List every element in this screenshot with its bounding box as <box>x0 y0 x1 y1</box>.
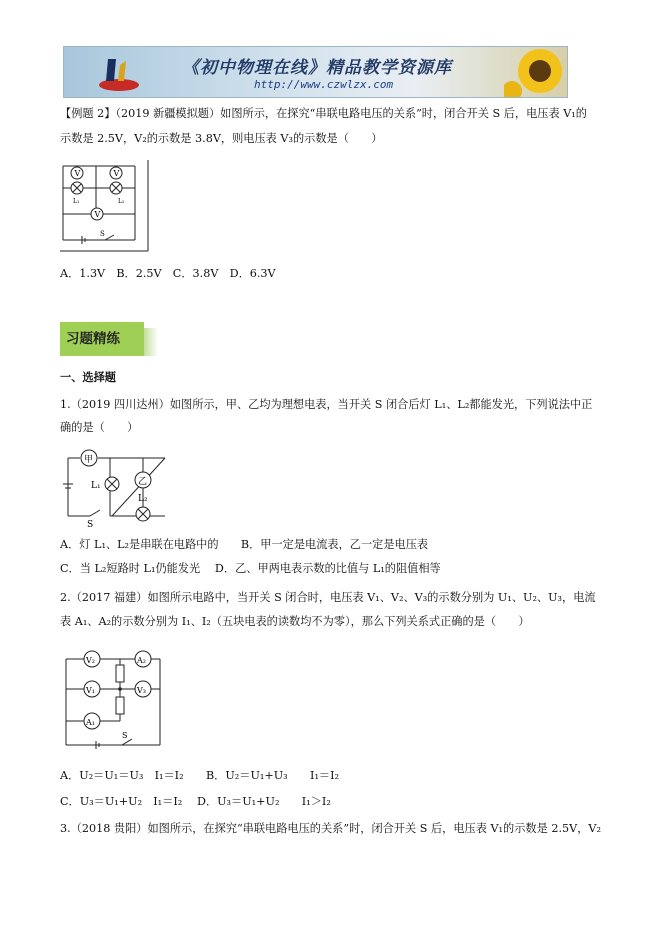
section-tag-shadow <box>144 328 158 356</box>
banner-title: 《初中物理在线》精品教学资源库 <box>182 58 452 78</box>
q1-option-ab: A．灯 L₁、L₂是串联在电路中的 B．甲一定是电流表，乙一定是电压表 <box>60 538 429 551</box>
circuit-diagram-q2 <box>60 645 172 750</box>
circuit-diagram-q1 <box>60 446 192 530</box>
meter-v1-label: V₁ <box>86 686 95 695</box>
q1-option-cd: C．当 L₂短路时 L₁仍能发光 D．乙、甲两电表示数的比值与 L₁的阻值相等 <box>60 562 441 575</box>
lamp-l1-label: L₁ <box>91 481 101 491</box>
site-banner <box>63 46 568 98</box>
meter-jia-label: 甲 <box>84 455 94 465</box>
section-tag: 习题精练 <box>60 322 144 356</box>
q2-option-cd: C．U₃＝U₁+U₂ I₁＝I₂ D．U₃＝U₁+U₂ I₁＞I₂ <box>60 795 331 808</box>
meter-a1-label: A₁ <box>86 718 95 727</box>
v2-meter-label: V <box>113 169 120 178</box>
l2-label: L₂ <box>118 198 125 205</box>
l1-label: L₁ <box>73 198 80 205</box>
v3-meter-label: V <box>94 210 101 219</box>
q1-line1: 1.（2019 四川达州）如图所示，甲、乙均为理想电表，当开关 S 闭合后灯 L₁、L₂都能发光，下列说法中正 <box>60 398 593 411</box>
sunflower-icon <box>504 46 568 98</box>
q1-line2: 确的是（ ） <box>60 421 139 434</box>
meter-v3-label: V₃ <box>137 686 146 695</box>
lamp-l2-label: L₂ <box>138 494 148 504</box>
circuit-diagram-example2 <box>60 160 152 252</box>
example2-options: A．1.3V B．2.5V C．3.8V D．6.3V <box>60 267 276 280</box>
example2-line2: 示数是 2.5V，V₂的示数是 3.8V，则电压表 V₃的示数是（ ） <box>60 132 383 145</box>
q2-option-ab: A．U₂＝U₁＝U₃ I₁＝I₂ B．U₂＝U₁+U₃ I₁＝I₂ <box>60 769 340 782</box>
meter-yi-label: 乙 <box>138 477 148 487</box>
switch-s-label: S <box>87 520 94 530</box>
banner-url: http://www.czwlzx.com <box>254 78 394 91</box>
logo-icon <box>94 51 144 95</box>
section-subheading: 一、选择题 <box>60 370 116 384</box>
q2-line1: 2.（2017 福建）如图所示电路中，当开关 S 闭合时，电压表 V₁、V₂、V₃的示数分别为 U₁、U₂、U₃，电流 <box>60 591 596 604</box>
switch-label: S <box>100 230 105 238</box>
switch-label-q2: S <box>122 731 128 740</box>
meter-v2-label: V₂ <box>86 656 95 665</box>
meter-a2-label: A₂ <box>137 656 146 665</box>
example2-line1: 【例题 2】（2019 新疆模拟题）如图所示，在探究“串联电路电压的关系”时，闭合开关 S 后，电压表 V₁的 <box>60 107 587 120</box>
q2-line2: 表 A₁、A₂的示数分别为 I₁、I₂（五块电表的读数均不为零），那么下列关系式正确的是（ ） <box>60 615 530 628</box>
v1-meter-label: V <box>74 169 81 178</box>
q3-line1: 3.（2018 贵阳）如图所示，在探究“串联电路电压的关系”时，闭合开关 S 后，电压表 V₁的示数是 2.5V，V₂ <box>60 822 601 835</box>
